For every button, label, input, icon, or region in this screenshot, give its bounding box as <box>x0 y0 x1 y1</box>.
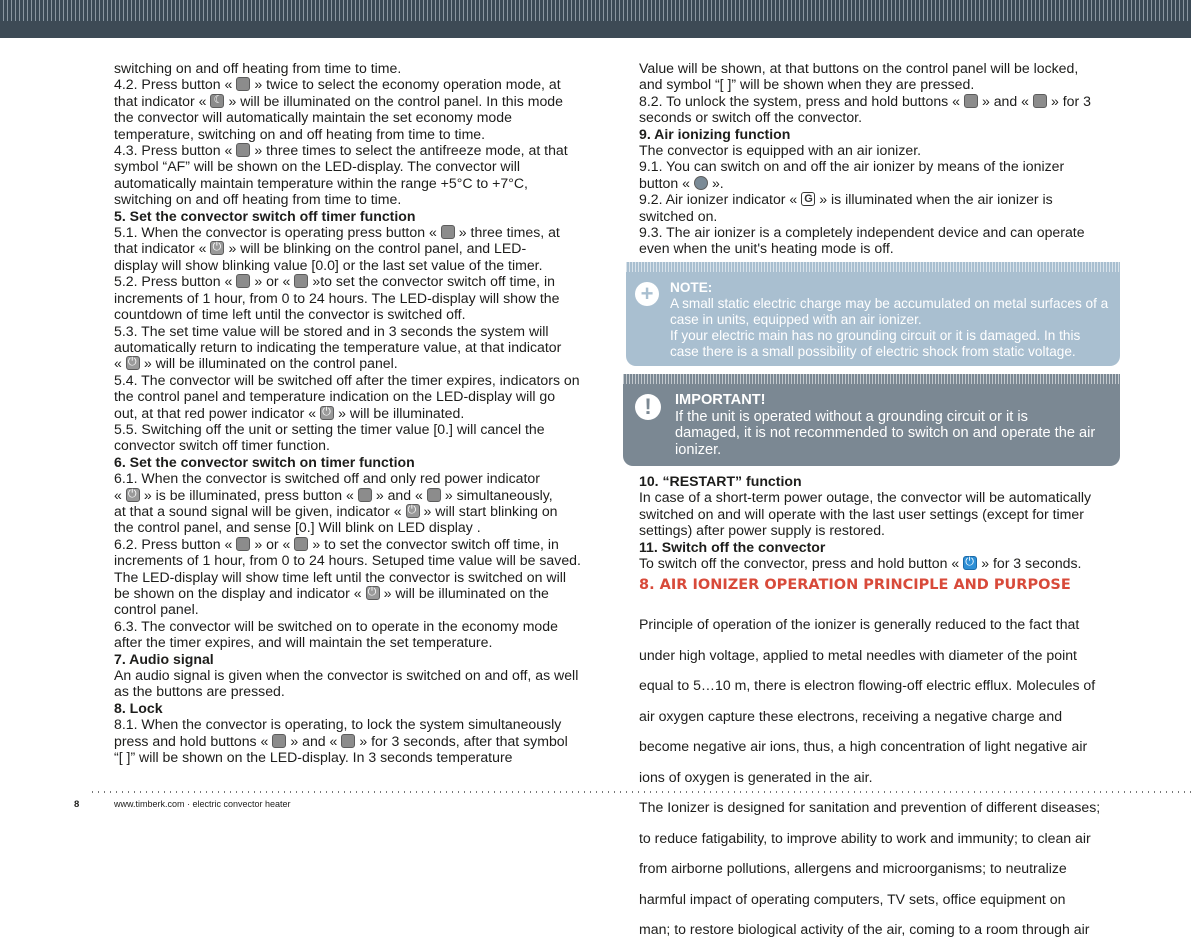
text-line: 4.2. Press button « » twice to select the economy operation mode, at <box>114 76 561 93</box>
text-line: and symbol “[ ]” will be shown when they are pressed. <box>639 76 975 93</box>
minus-button-icon <box>294 537 308 551</box>
mode-button-icon <box>358 488 372 502</box>
left-column <box>114 60 604 765</box>
ionizer-button-icon <box>694 176 708 190</box>
text-line: 6.1. When the convector is switched off and only red power indicator <box>114 470 540 487</box>
section-heading: 5. Set the convector switch off timer function <box>114 207 416 224</box>
text-line: 5.5. Switching off the unit or setting the timer value [0.] will cancel the <box>114 420 545 437</box>
text-line: symbol “AF” will be shown on the LED-display. The convector will <box>114 158 521 175</box>
section-title: 8. AIR IONIZER OPERATION PRINCIPLE AND PURPOSE <box>639 577 1071 593</box>
text-line: countdown of time left until the convector is switched off. <box>114 306 466 323</box>
text-line: air oxygen capture these electrons, receiving a negative charge and <box>639 707 1063 724</box>
mode-button-icon <box>236 143 250 157</box>
plus-button-icon <box>236 274 250 288</box>
text-line: switching on and off heating from time to time. <box>114 60 402 76</box>
text-line: button « ». <box>639 174 724 191</box>
plus-button-icon <box>272 734 286 748</box>
section-heading: 6. Set the convector switch on timer function <box>114 453 415 470</box>
section-heading: 7. Audio signal <box>114 650 214 667</box>
text-line: 4.3. Press button « » three times to select the antifreeze mode, at that <box>114 142 568 159</box>
note-title: NOTE: <box>670 280 713 295</box>
text-line: 9.1. You can switch on and off the air ionizer by means of the ionizer <box>639 158 1065 175</box>
note-body <box>670 280 1110 360</box>
text-line: The LED-display will show time left until the convector is switched on will <box>114 568 566 585</box>
note-box <box>626 262 1120 366</box>
minus-button-icon <box>341 734 355 748</box>
text-line: harmful impact of operating computers, TV sets, office equipment on <box>639 890 1066 907</box>
timer-indicator-icon <box>126 356 140 370</box>
economy-indicator-icon <box>210 94 224 108</box>
text-line: “[ ]” will be shown on the LED-display. In 3 seconds temperature <box>114 749 513 766</box>
text-line: after the timer expires, and will maintain the set temperature. <box>114 634 493 651</box>
text-line: switched on and will operate with the last user settings (except for timer <box>639 505 1084 522</box>
section-heading: 10. “RESTART” function <box>639 473 802 489</box>
right-column <box>639 60 1125 257</box>
footer-divider <box>92 791 1191 793</box>
right-column-lower <box>639 473 1125 571</box>
text-line: the control panel and temperature indication on the LED-display will go <box>114 388 556 405</box>
text-line: «⏻ » is be illuminated, press button « » and « » simultaneously, <box>114 487 604 503</box>
important-line: damaged, it is not recommended to switch on and operate the air <box>675 425 1096 441</box>
text-line: Value will be shown, at that buttons on the control panel will be locked, <box>639 60 1079 76</box>
minus-button-icon <box>1033 94 1047 108</box>
timer-button-icon <box>427 488 441 502</box>
text-line: The convector is equipped with an air ionizer. <box>639 142 922 159</box>
important-line: If the unit is operated without a grounding circuit or it is <box>675 408 1028 425</box>
text-line: as the buttons are pressed. <box>114 683 285 700</box>
text-line: at that a sound signal will be given, indicator «⏻ » will start blinking on <box>114 503 604 519</box>
text-line: become negative air ions, thus, a high concentration of light negative air <box>639 738 1088 755</box>
timer-indicator-icon <box>210 241 224 255</box>
note-hatch <box>626 262 1120 272</box>
text-line: even when the unit's heating mode is off. <box>639 240 894 257</box>
text-line: increments of 1 hour, from 0 to 24 hours. Setuped time value will be saved. <box>114 552 581 569</box>
mode-button-icon <box>236 77 250 91</box>
timer-button-icon <box>441 225 455 239</box>
text-line: Principle of operation of the ionizer is generally reduced to the fact that <box>639 616 1080 633</box>
power-indicator-icon <box>320 406 334 420</box>
important-hatch <box>623 374 1120 384</box>
plus-button-icon <box>964 94 978 108</box>
text-line: that indicator «☾ » will be illuminated on the control panel. In this mode <box>114 93 604 109</box>
text-line: ions of oxygen is generated in the air. <box>639 768 873 785</box>
note-line: A small static electric charge may be accumulated on metal surfaces of a <box>670 296 1109 311</box>
text-line: 5.4. The convector will be switched off after the timer expires, indicators on <box>114 371 580 388</box>
footer-url: www.timberk.com · electric convector heater <box>114 799 291 809</box>
important-line: ionizer. <box>675 441 722 458</box>
text-line: 5.2. Press button « » or « »to set the convector switch off time, in <box>114 273 555 290</box>
text-line: 5.1. When the convector is operating press button « » three times, at <box>114 224 560 241</box>
text-line: 8.2. To unlock the system, press and hold buttons « » and « » for 3 <box>639 92 1091 109</box>
header-bar <box>0 0 1191 38</box>
text-line: the control panel, and sense [0.] Will blink on LED display . <box>114 519 481 536</box>
text-line: «⏻ » will be illuminated on the control panel. <box>114 355 604 371</box>
text-line: be shown on the display and indicator «⏻ » will be illuminated on the <box>114 585 604 601</box>
text-line: 9.2. Air ionizer indicator «G » is illuminated when the air ionizer is <box>639 191 1125 207</box>
text-line: 6.2. Press button « » or « » to set the convector switch off time, in <box>114 535 559 552</box>
section-heading: 8. Lock <box>114 699 163 716</box>
text-line: 6.3. The convector will be switched on to operate in the economy mode <box>114 617 558 634</box>
ionizer-indicator-icon <box>801 192 815 206</box>
text-line: seconds or switch off the convector. <box>639 109 863 126</box>
text-line: control panel. <box>114 601 199 618</box>
minus-button-icon <box>294 274 308 288</box>
power-button-icon <box>963 556 977 570</box>
text-line: An audio signal is given when the convector is switched on and off, as well <box>114 667 579 684</box>
timer-indicator-icon <box>406 504 420 518</box>
important-box <box>623 374 1120 466</box>
text-line: In case of a short-term power outage, the convector will be automatically <box>639 489 1092 506</box>
text-line: equal to 5…10 m, there is electron flowing-off electric efflux. Molecules of <box>639 677 1096 694</box>
note-line: case there is a small possibility of electric shock from static voltage. <box>670 344 1076 359</box>
text-line: switching on and off heating from time to time. <box>114 191 402 208</box>
text-line: automatically maintain temperature within the range +5°C to +7°C, <box>114 174 528 191</box>
text-line: under high voltage, applied to metal needles with diameter of the point <box>639 646 1077 663</box>
plus-button-icon <box>236 537 250 551</box>
text-line: press and hold buttons « » and « » for 3 seconds, after that symbol <box>114 732 568 749</box>
section-heading: 11. Switch off the convector <box>639 538 826 555</box>
text-line: 8.1. When the convector is operating, to lock the system simultaneously <box>114 716 562 733</box>
page-number: 8 <box>74 799 80 810</box>
text-line: temperature, switching on and off heating from time to time. <box>114 125 486 142</box>
text-line: switched on. <box>639 207 718 224</box>
important-body <box>675 392 1115 458</box>
header-strip <box>0 21 1191 38</box>
plus-circle-icon: + <box>635 282 659 306</box>
text-line: to reduce fatigability, to improve ability to work and immunity; to clean air <box>639 829 1091 846</box>
text-line: 5.3. The set time value will be stored and in 3 seconds the system will <box>114 322 549 339</box>
text-line: from airborne pollutions, allergens and microorganisms; to neutralize <box>639 860 1067 877</box>
text-line: To switch off the convector, press and hold button «⏻ » for 3 seconds. <box>639 555 1125 571</box>
text-line: 9.3. The air ionizer is a completely independent device and can operate <box>639 224 1085 241</box>
power-indicator-icon <box>126 488 140 502</box>
text-line: display will show blinking value [0.0] or the last set value of the timer. <box>114 256 543 273</box>
text-line: convector switch off timer function. <box>114 437 330 454</box>
section8-body <box>639 602 1125 952</box>
text-line: the convector will automatically maintain the set economy mode <box>114 109 512 126</box>
timer-indicator-icon <box>366 586 380 600</box>
text-line: settings) after power supply is restored. <box>639 522 885 539</box>
note-line: case in units, equipped with an air ionizer. <box>670 312 922 327</box>
text-line: The Ionizer is designed for sanitation and prevention of different diseases; <box>639 799 1101 816</box>
text-line: that indicator «⏻ » will be blinking on the control panel, and LED- <box>114 240 604 256</box>
exclamation-icon: ! <box>635 394 661 420</box>
text-line: man; to restore biological activity of the air, coming to a room through air <box>639 921 1090 938</box>
text-line: automatically return to indicating the temperature value, at that indicator <box>114 338 562 355</box>
section-heading: 9. Air ionizing function <box>639 125 791 142</box>
text-line: increments of 1 hour, from 0 to 24 hours. The LED-display will show the <box>114 289 560 306</box>
note-line: If your electric main has no grounding circuit or it is damaged. In this <box>670 328 1081 343</box>
important-title: IMPORTANT! <box>675 392 766 408</box>
text-line: out, at that red power indicator «⏻ » will be illuminated. <box>114 405 604 421</box>
